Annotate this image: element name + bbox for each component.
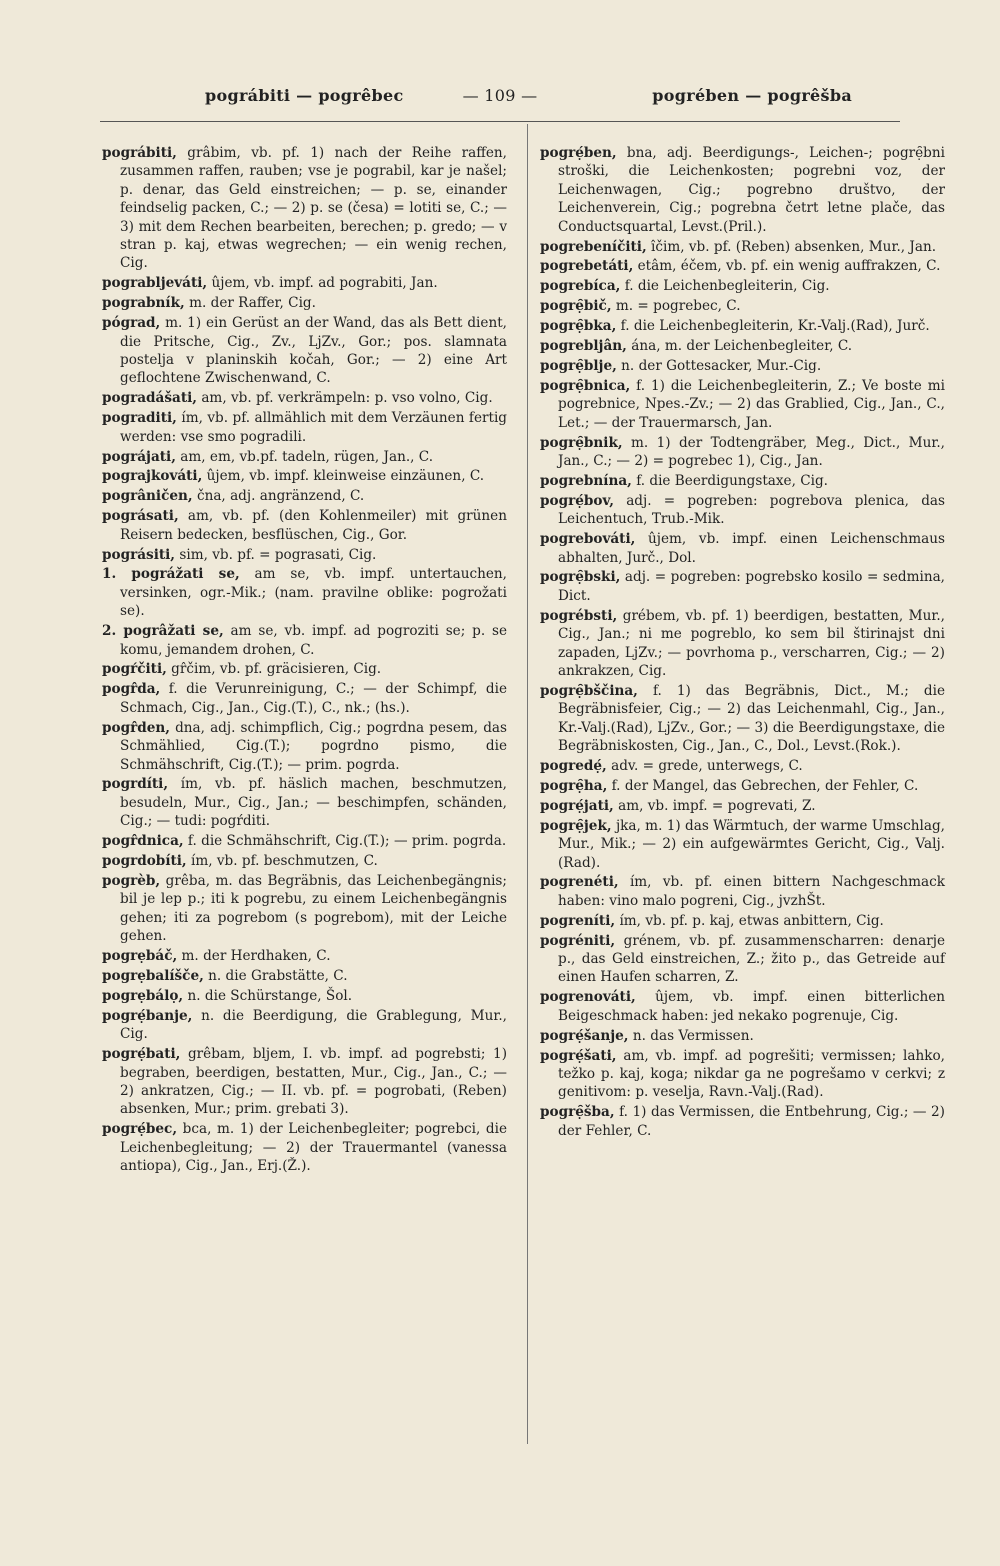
entry-definition: adj. = pogreben: pogrebova plenica, das Leichentuch, Trub.-Mik. xyxy=(558,492,945,528)
entry-definition: am se, vb. impf. ad pogroziti se; p. se komu, jemandem drohen, C. xyxy=(120,623,507,658)
dictionary-entry xyxy=(540,357,945,375)
dictionary-entry xyxy=(102,389,507,407)
entry-headword: pógrad, xyxy=(102,315,161,332)
entry-headword: pogrdíti, xyxy=(102,776,169,793)
entry-definition: sim, vb. pf. = pograsati, Cig. xyxy=(175,546,377,563)
entry-definition: n. die Grabstätte, C. xyxy=(203,967,348,984)
entry-headword: pogrẹbalíšče, xyxy=(102,967,204,984)
header-left-guide-words: pográbiti — pogrêbec xyxy=(205,86,404,105)
header-rule xyxy=(100,121,900,122)
entry-definition: adj. = pogreben: pogrebsko kosilo = sedmina, Dict. xyxy=(558,569,945,604)
entry-headword: pogr̂da, xyxy=(102,681,161,698)
dictionary-entry xyxy=(540,912,945,930)
dictionary-entry xyxy=(540,337,945,355)
entry-definition: f. die Leichenbegleiterin, Kr.-Valj.(Rad), Jurč. xyxy=(616,318,930,335)
entry-definition: gr̂čim, vb. pf. gräcisieren, Cig. xyxy=(166,661,382,678)
entry-definition: m. der Herdhaken, C. xyxy=(177,948,331,965)
dictionary-entry xyxy=(540,1027,945,1045)
entry-definition: am, vb. pf. (den Kohlenmeiler) mit grünen Reisern bedecken, besflüschen, Cig., Gor. xyxy=(120,508,507,543)
dictionary-entry xyxy=(102,660,507,678)
entry-headword: pogrebnína, xyxy=(540,472,632,489)
dictionary-entry xyxy=(540,757,945,775)
entry-headword: pogr̂dnica, xyxy=(102,833,184,850)
entry-headword: pogrẹbáč, xyxy=(102,948,178,965)
page-number: — 109 — xyxy=(462,86,538,105)
dictionary-entry xyxy=(540,873,945,910)
entry-definition: f. die Beerdigungstaxe, Cig. xyxy=(631,472,829,489)
entry-headword: pogradášati, xyxy=(102,390,197,407)
left-column xyxy=(102,144,507,1177)
entry-headword: pogrẹ̑bščina, xyxy=(540,682,638,699)
entry-definition: bca, m. 1) der Leichenbegleiter; pogrebci, die Leichenbegleitung; — 2) der Trauermantel (vanessa antiopa), Cig., Jan., Erj.(Ž.). xyxy=(120,1121,507,1175)
entry-definition: n. der Gottesacker, Mur.-Cig. xyxy=(616,357,822,374)
entry-definition: n. das Vermissen. xyxy=(628,1027,754,1044)
dictionary-entry xyxy=(540,317,945,335)
entry-headword: pográbiti, xyxy=(102,145,177,161)
entry-definition: ím, vb. pf. häslich machen, beschmutzen, besudeln, Mur., Cig., Jan.; — beschimpfen, schänden, Cig.; — tudi: pogŕditi. xyxy=(120,776,507,830)
entry-headword: 1. pográžati se, xyxy=(102,566,240,583)
dictionary-entry xyxy=(102,1045,507,1119)
dictionary-entry xyxy=(540,777,945,795)
entry-headword: pogrẹ́banje, xyxy=(102,1007,193,1024)
entry-headword: pogrẹ̑blje, xyxy=(540,357,617,374)
entry-headword: pogŕčiti, xyxy=(102,661,167,678)
entry-headword: pogreníti, xyxy=(540,912,616,929)
entry-headword: pograjkováti, xyxy=(102,468,203,485)
entry-definition: ána, m. der Leichenbegleiter, C. xyxy=(626,338,853,355)
dictionary-entry xyxy=(102,448,507,466)
dictionary-entry xyxy=(540,817,945,872)
dictionary-entry xyxy=(540,607,945,681)
entry-headword: pogrẹ́ben, xyxy=(540,145,617,161)
entry-headword: pogrẹ̑bič, xyxy=(540,298,612,315)
entry-headword: pogr̂den, xyxy=(102,719,171,736)
entry-headword: pograditi, xyxy=(102,410,177,427)
entry-definition: am se, vb. impf. untertauchen, versinken, ogr.-Mik.; (nam. pravilne oblike: pogrožati se). xyxy=(120,566,507,620)
entry-definition: etâm, éčem, vb. pf. ein wenig auffrakzen, C. xyxy=(633,258,941,275)
dictionary-entry xyxy=(102,967,507,985)
entry-definition: ím, vb. pf. allmählich mit dem Verzäunen fertig werden: vse smo pogradili. xyxy=(120,410,507,445)
dictionary-entry xyxy=(102,314,507,388)
entry-definition: n. die Schürstange, Šol. xyxy=(183,987,353,1004)
entry-headword: pogrẹ̑bka, xyxy=(540,318,617,335)
entry-headword: pogrẹ̑bnik, xyxy=(540,434,623,451)
entry-definition: adv. = grede, unterwegs, C. xyxy=(606,758,803,774)
dictionary-entry xyxy=(540,988,945,1025)
entry-definition: ûjem, vb. impf. ad pograbiti, Jan. xyxy=(207,275,438,292)
dictionary-entry xyxy=(540,297,945,315)
entry-definition: ím, vb. pf. einen bittern Nachgeschmack haben: vino malo pogreni, Cig., jvzhŠt. xyxy=(558,874,945,909)
dictionary-entry xyxy=(102,775,507,830)
dictionary-entry xyxy=(102,987,507,1005)
entry-headword: pogrẹ́bov, xyxy=(540,492,614,509)
entry-definition: f. 1) das Begräbnis, Dict., M.; die Begräbnisfeier, Cig.; — 2) das Leichenmahl, Cig., Jan., Kr.-Valj.(Rad), LjZv., Gor.; — 3) die Beerdigungstaxe, die Begräbniskosten, Cig., Jan., C., Dol., Levst.(Rok.). xyxy=(558,682,945,755)
entry-definition: bna, adj. Beerdigungs-, Leichen-; pogrẹ̑bni stroški, die Leichenkosten; pogrebni voz, der Leichenwagen, Cig.; pogrebno društvo, der Leichenverein, Cig.; pogrebna četrt letne plače, das Conductsquartal, Levst.(Pril.). xyxy=(558,145,945,235)
dictionary-entry xyxy=(102,274,507,292)
dictionary-entry xyxy=(540,682,945,756)
dictionary-entry xyxy=(102,487,507,505)
dictionary-entry xyxy=(102,409,507,446)
entry-headword: pogrẹbálọ, xyxy=(102,987,184,1004)
entry-definition: grêbam, bljem, I. vb. impf. ad pogrebsti; 1) begraben, beerdigen, bestatten, Mur., Cig., Jan., C.; — 2) ankratzen, Cig.; — II. vb. pf. = pogrobati, (Reben) absenken, Mur.; prim. grebati 3). xyxy=(120,1046,507,1118)
entry-headword: pogrebíca, xyxy=(540,278,621,295)
dictionary-entry xyxy=(102,719,507,774)
entry-headword: pogrébsti, xyxy=(540,607,618,624)
entry-headword: pograbljeváti, xyxy=(102,275,208,292)
dictionary-entry xyxy=(102,947,507,965)
entry-definition: am, vb. pf. verkrämpeln: p. vso volno, Cig. xyxy=(197,390,493,407)
entry-definition: čna, adj. angränzend, C. xyxy=(192,488,365,505)
entry-definition: ûjem, vb. impf. einen bitterlichen Beigeschmack haben: jed nekako pogrenuje, Cig. xyxy=(558,989,945,1024)
dictionary-entry xyxy=(540,238,945,256)
entry-definition: ím, vb. pf. p. kaj, etwas anbittern, Cig. xyxy=(615,912,884,929)
entry-definition: m. = pogrebec, C. xyxy=(611,298,741,315)
dictionary-entry xyxy=(102,832,507,850)
dictionary-entry xyxy=(102,852,507,870)
entry-definition: f. der Mangel, das Gebrechen, der Fehler, C. xyxy=(607,777,919,794)
entry-headword: pogrẹ̑bnica, xyxy=(540,377,631,394)
dictionary-entry xyxy=(540,257,945,275)
dictionary-entry xyxy=(540,932,945,987)
entry-headword: pográjati, xyxy=(102,448,176,465)
dictionary-entry xyxy=(540,1047,945,1102)
dictionary-entry xyxy=(102,507,507,544)
entry-headword: pogredẹ́, xyxy=(540,758,607,774)
entry-headword: pogrâničen, xyxy=(102,488,193,505)
entry-headword: pogrebljân, xyxy=(540,338,627,355)
entry-definition: am, vb. impf. = pogrevati, Z. xyxy=(613,797,816,814)
dictionary-entry xyxy=(540,492,945,529)
entry-definition: f. die Schmähschrift, Cig.(T.); — prim. pogrda. xyxy=(183,833,507,850)
dictionary-entry xyxy=(102,467,507,485)
entry-definition: grâbim, vb. pf. 1) nach der Reihe raffen, zusammen raffen, rauben; vse je pograbil, kar je našel; p. denar, das Geld einstreichen; — p. se, einander feindselig packen, C.; — 2) p. se (česa) = lotiti se, C.; — 3) mit dem Rechen bearbeiten, berechen; p. gredo; — v stran p. kaj, etwas wegrechen; — ein wenig rechen, Cig. xyxy=(120,145,507,272)
entry-definition: am, vb. impf. ad pogrešiti; vermissen; lahko, težko p. kaj, koga; nikdar ga ne pogrešamo v cerkvi; z genitivom: p. veselja, Ravn.-Valj.(Rad). xyxy=(558,1047,945,1101)
dictionary-entry xyxy=(540,434,945,471)
dictionary-entry xyxy=(102,680,507,717)
dictionary-entry xyxy=(540,377,945,432)
entry-definition: f. 1) die Leichenbegleiterin, Z.; Ve boste mi pogrebnice, Npes.-Zv.; — 2) das Grablied, Cig., Jan., C., Let.; — der Trauermarsch, Jan. xyxy=(558,377,945,431)
running-header xyxy=(100,86,900,116)
entry-definition: f. die Leichenbegleiterin, Cig. xyxy=(620,278,830,295)
entry-definition: m. 1) der Todtengräber, Meg., Dict., Mur., Jan., C.; — 2) = pogrebec 1), Cig., Jan. xyxy=(558,434,945,469)
entry-definition: f. die Verunreinigung, C.; — der Schimpf, die Schmach, Cig., Jan., Cig.(T.), C., nk.; (hs.). xyxy=(120,681,507,716)
entry-definition: ûjem, vb. impf. kleinweise einzäunen, C. xyxy=(202,468,485,485)
entry-headword: pogrẹ̑bski, xyxy=(540,569,621,586)
entry-definition: n. die Beerdigung, die Grablegung, Mur., Cig. xyxy=(120,1007,507,1043)
entry-definition: dna, adj. schimpflich, Cig.; pogrdna pesem, das Schmählied, Cig.(T.); pogrdno pismo, die Schmähschrift, Cig.(T.); — prim. pogrda. xyxy=(120,719,507,773)
dictionary-entry xyxy=(102,144,507,273)
dictionary-entry xyxy=(102,565,507,620)
entry-headword: pogrebetáti, xyxy=(540,258,634,275)
dictionary-entry xyxy=(102,1120,507,1175)
entry-definition: jka, m. 1) das Wärmtuch, der warme Umschlag, Mur., Mik.; — 2) ein aufgewärmtes Gericht, Cig., Valj.(Rad). xyxy=(558,817,945,871)
entry-definition: grébem, vb. pf. 1) beerdigen, bestatten, Mur., Cig., Jan.; ni me pogreblo, ko sem bil štirinajst dni zapaden, LjZv.; — povrhoma p., verscharren, Cig.; — 2) ankrakzen, Cig. xyxy=(558,607,945,679)
entry-headword: pogrèb, xyxy=(102,872,161,889)
entry-headword: pogrebeníčiti, xyxy=(540,238,647,255)
column-divider xyxy=(527,124,528,1444)
entry-headword: pogrebováti, xyxy=(540,531,636,548)
dictionary-entry xyxy=(102,1007,507,1044)
dictionary-entry xyxy=(540,568,945,605)
entry-headword: pogrẹ̑šba, xyxy=(540,1104,615,1121)
dictionary-entry xyxy=(540,797,945,815)
entry-headword: pogréniti, xyxy=(540,932,616,949)
entry-headword: pogrenéti, xyxy=(540,874,619,891)
entry-definition: ûjem, vb. impf. einen Leichenschmaus abhalten, Jurč., Dol. xyxy=(558,531,945,566)
entry-definition: m. 1) ein Gerüst an der Wand, das als Bett dient, die Pritsche, Cig., Zv., LjZv., Gor.; pos. slamnata postelja v planinskih kočah, Gor.; — 2) eine Art geflochtene Zwischenwand, C. xyxy=(120,315,507,387)
entry-headword: pogrẹ́šati, xyxy=(540,1047,617,1064)
entry-headword: pogrdobíti, xyxy=(102,853,187,870)
dictionary-entry xyxy=(540,144,945,236)
entry-headword: pogrenováti, xyxy=(540,989,636,1006)
entry-headword: pogrẹ̑jek, xyxy=(540,817,612,834)
entry-headword: pográsati, xyxy=(102,508,179,525)
dictionary-entry xyxy=(102,622,507,659)
entry-headword: pogrẹ́jati, xyxy=(540,797,614,814)
dictionary-entry xyxy=(540,277,945,295)
entry-definition: ím, vb. pf. beschmutzen, C. xyxy=(186,853,378,870)
header-right-guide-words: pogrében — pogrêšba xyxy=(652,86,852,105)
entry-headword: 2. pogrâžati se, xyxy=(102,623,224,640)
entry-headword: pogrẹ́šanje, xyxy=(540,1027,629,1044)
entry-headword: pogrẹ́bati, xyxy=(102,1046,181,1063)
dictionary-entry xyxy=(102,546,507,564)
entry-definition: am, em, vb.pf. tadeln, rügen, Jan., C. xyxy=(175,448,434,465)
entry-definition: m. der Raffer, Cig. xyxy=(184,295,316,312)
entry-headword: pogrẹ̑ha, xyxy=(540,777,608,794)
dictionary-entry xyxy=(102,872,507,946)
entry-definition: îčim, vb. pf. (Reben) absenken, Mur., Jan. xyxy=(646,238,937,255)
entry-definition: f. 1) das Vermissen, die Entbehrung, Cig.; — 2) der Fehler, C. xyxy=(558,1104,945,1139)
dictionary-entry xyxy=(540,1103,945,1140)
entry-headword: pograbník, xyxy=(102,295,185,312)
dictionary-entry xyxy=(540,472,945,490)
entry-headword: pográsiti, xyxy=(102,546,176,563)
dictionary-entry xyxy=(102,294,507,312)
right-column xyxy=(540,144,945,1142)
entry-definition: grénem, vb. pf. zusammenscharren: denarje p., das Geld einstreichen, Z.; žito p., das Getreide auf einen Haufen scharren, Z. xyxy=(558,932,945,986)
entry-headword: pogrẹ́bec, xyxy=(102,1121,178,1138)
entry-definition: grêba, m. das Begräbnis, das Leichenbegängnis; bil je lep p.; iti k pogrebu, zu einem Leichenbegängnis gehen; iti za pogrebom (s pogrebom), mit der Leiche gehen. xyxy=(120,872,507,945)
dictionary-entry xyxy=(540,530,945,567)
